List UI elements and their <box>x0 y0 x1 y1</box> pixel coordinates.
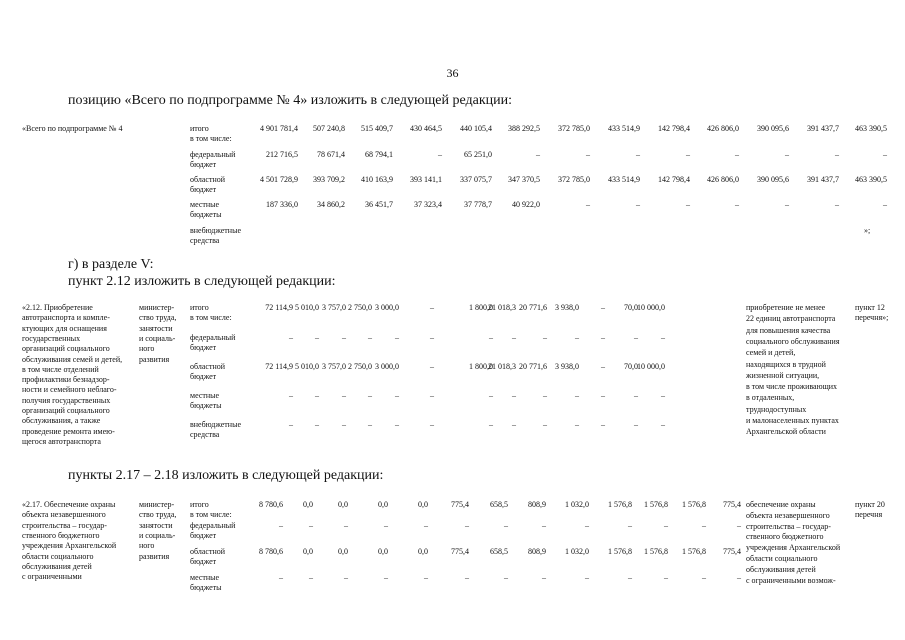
value-cell: – <box>309 521 313 530</box>
value-cell: – <box>315 391 319 400</box>
value-cell: 1 576,8 <box>608 547 632 556</box>
value-cell: 463 390,5 <box>855 175 887 184</box>
item-name-line: в том числе отделений <box>22 364 99 374</box>
value-cell: 410 163,9 <box>361 175 393 184</box>
value-cell: – <box>430 391 434 400</box>
executor-line: занятости <box>139 323 173 333</box>
value-cell: 1 032,0 <box>565 547 589 556</box>
value-cell: 0,0 <box>303 500 313 509</box>
item-name-line: «2.12. Приобретение <box>22 303 93 312</box>
value-cell: – <box>575 333 579 342</box>
value-cell: 658,5 <box>490 500 508 509</box>
value-cell: 426 806,0 <box>707 175 739 184</box>
value-cell: 37 778,7 <box>464 200 492 209</box>
value-cell: 3 938,0 <box>555 303 579 312</box>
value-cell: 40 922,0 <box>512 200 540 209</box>
item-name-line: с ограниченными <box>22 572 82 582</box>
value-cell: – <box>424 521 428 530</box>
value-cell: – <box>342 391 346 400</box>
value-cell: 5 010,0 <box>295 362 319 371</box>
value-cell: 78 671,4 <box>317 150 345 159</box>
value-cell: – <box>735 150 739 159</box>
value-cell: – <box>512 391 516 400</box>
value-cell: – <box>504 521 508 530</box>
expected-result-line: строительства – государ- <box>746 521 831 531</box>
item-name-line: строительства – государ- <box>22 520 107 530</box>
value-cell: 187 336,0 <box>266 200 298 209</box>
value-cell: 34 860,2 <box>317 200 345 209</box>
heading-section-v: г) в разделе V: <box>68 257 154 272</box>
expected-result-line: труднодоступных <box>746 404 807 414</box>
expected-result-line: для повышения качества <box>746 325 831 335</box>
value-cell: – <box>585 573 589 582</box>
heading-items-2-17-2-18: пункты 2.17 – 2.18 изложить в следующей редакции: <box>68 468 384 483</box>
value-cell: 142 798,4 <box>658 124 690 133</box>
value-cell: 372 785,0 <box>558 124 590 133</box>
item-name-line: объекта незавершенного <box>22 510 106 520</box>
value-cell: – <box>575 391 579 400</box>
value-cell: 3 938,0 <box>555 362 579 371</box>
value-cell: 391 437,7 <box>807 175 839 184</box>
value-cell: – <box>430 362 434 371</box>
expected-result-line: в отдаленных, <box>746 393 795 403</box>
expected-result-line: объекта незавершенного <box>746 510 830 520</box>
value-cell: 20 771,6 <box>519 303 547 312</box>
value-cell: – <box>368 391 372 400</box>
value-cell: 70,0 <box>624 303 638 312</box>
value-cell: – <box>542 573 546 582</box>
value-cell: 775,4 <box>723 547 741 556</box>
item-name-line: проведение ремонта имею- <box>22 426 115 436</box>
value-cell: – <box>430 333 434 342</box>
row-label: итого в том числе: <box>190 500 232 519</box>
value-cell: 390 095,6 <box>757 175 789 184</box>
executor-line: и социаль- <box>139 333 176 343</box>
expected-result-line: области социального <box>746 554 818 563</box>
value-cell: – <box>737 521 741 530</box>
value-cell: – <box>368 333 372 342</box>
value-cell: 1 576,8 <box>682 500 706 509</box>
value-cell: – <box>628 521 632 530</box>
value-cell: 1 576,8 <box>644 547 668 556</box>
value-cell: 21 018,3 <box>488 303 516 312</box>
value-cell: 1 576,8 <box>644 500 668 509</box>
value-cell: – <box>543 391 547 400</box>
value-cell: 36 451,7 <box>365 200 393 209</box>
executor-line: министер- <box>139 500 175 509</box>
value-cell: 4 501 728,9 <box>260 175 298 184</box>
value-cell: – <box>315 420 319 429</box>
value-cell: – <box>601 303 605 312</box>
value-cell: – <box>489 391 493 400</box>
table-name: «Всего по подпрограмме № 4 <box>22 124 123 133</box>
value-cell: – <box>342 420 346 429</box>
value-cell: 1 800,0 <box>469 303 493 312</box>
row-label: итого в том числе: <box>190 303 232 322</box>
value-cell: – <box>661 420 665 429</box>
value-cell: 808,9 <box>528 500 546 509</box>
value-cell: 65 251,0 <box>464 150 492 159</box>
value-cell: – <box>315 333 319 342</box>
item-name-line: автотранспорта и компле- <box>22 313 110 323</box>
row-label: местные бюджеты <box>190 391 222 410</box>
value-cell: – <box>438 150 442 159</box>
value-cell: – <box>289 333 293 342</box>
value-cell: – <box>735 200 739 209</box>
value-cell: 0,0 <box>418 500 428 509</box>
value-cell: 0,0 <box>378 547 388 556</box>
item-name-line: профилактики безнадзор- <box>22 375 110 385</box>
value-cell: – <box>636 150 640 159</box>
expected-result-line: семей и детей, <box>746 348 796 358</box>
item-name-line: ктующих для оснащения <box>22 323 107 333</box>
value-cell: – <box>543 420 547 429</box>
row-label: федеральный бюджет <box>190 333 236 352</box>
value-cell: – <box>536 150 540 159</box>
executor-line: ство труда, <box>139 313 177 323</box>
value-cell: 72 114,9 <box>265 362 293 371</box>
value-cell: – <box>289 391 293 400</box>
value-cell: 8 780,6 <box>259 547 283 556</box>
value-cell: 8 780,6 <box>259 500 283 509</box>
page-number: 36 <box>446 66 459 80</box>
value-cell: – <box>384 573 388 582</box>
value-cell: 1 576,8 <box>608 500 632 509</box>
value-cell: – <box>395 333 399 342</box>
value-cell: 347 370,5 <box>508 175 540 184</box>
row-label: местные бюджеты <box>190 573 222 592</box>
value-cell: – <box>686 200 690 209</box>
value-cell: – <box>512 420 516 429</box>
executor-line: развития <box>139 551 170 561</box>
reference-line: пункт 20 <box>855 500 885 509</box>
value-cell: 775,4 <box>451 500 469 509</box>
value-cell: 430 464,5 <box>410 124 442 133</box>
value-cell: 393 141,1 <box>410 175 442 184</box>
executor-line: развития <box>139 354 170 364</box>
value-cell: 433 514,9 <box>608 175 640 184</box>
expected-result-line: обеспечение охраны <box>746 500 816 509</box>
executor-line: ного <box>139 344 155 354</box>
row-label: областной бюджет <box>190 547 226 566</box>
item-name-line: обслуживания семей и детей, <box>22 354 123 364</box>
item-name-line: ности и семейного неблаго- <box>22 385 117 395</box>
item-name-line: обслуживания детей <box>22 561 92 571</box>
value-cell: 212 716,5 <box>266 150 298 159</box>
value-cell: – <box>601 362 605 371</box>
value-cell: 3 757,0 <box>322 303 346 312</box>
value-cell: – <box>309 573 313 582</box>
expected-result-line: 22 единиц автотранспорта <box>746 314 836 324</box>
value-cell: 515 409,7 <box>361 124 393 133</box>
expected-result-line: приобретение не менее <box>746 303 826 312</box>
item-name-line: организаций социального <box>22 406 110 415</box>
value-cell: – <box>634 391 638 400</box>
item-name-line: государственных <box>22 333 81 343</box>
value-cell: – <box>586 200 590 209</box>
value-cell: 3 000,0 <box>375 362 399 371</box>
value-cell: – <box>883 150 887 159</box>
item-name-line: организаций социального <box>22 344 110 354</box>
value-cell: 0,0 <box>338 547 348 556</box>
executor-line: ство труда, <box>139 510 177 520</box>
value-cell: 433 514,9 <box>608 124 640 133</box>
expected-result-line: и малонаселенных пунктах <box>746 416 839 425</box>
value-cell: – <box>424 573 428 582</box>
item-name-line: учреждения Архангельской <box>22 541 117 551</box>
row-label: областной бюджет <box>190 362 226 381</box>
value-cell: – <box>489 420 493 429</box>
value-cell: – <box>636 200 640 209</box>
value-cell: – <box>512 333 516 342</box>
row-label: федеральный бюджет <box>190 150 236 169</box>
heading-item-2-12: пункт 2.12 изложить в следующей редакции: <box>68 274 336 289</box>
value-cell: – <box>575 420 579 429</box>
value-cell: – <box>368 420 372 429</box>
expected-result-line: с ограниченными возмож- <box>746 575 836 585</box>
value-cell: – <box>543 333 547 342</box>
row-label: внебюджетные средства <box>190 420 241 439</box>
value-cell: 10 000,0 <box>637 362 665 371</box>
value-cell: 658,5 <box>490 547 508 556</box>
value-cell: 440 105,4 <box>460 124 492 133</box>
expected-result-line: находящихся в трудной <box>746 359 826 369</box>
value-cell: 775,4 <box>723 500 741 509</box>
item-name-line: щегося автотранспорта <box>22 436 101 446</box>
value-cell: 388 292,5 <box>508 124 540 133</box>
value-cell: 2 750,0 <box>348 303 372 312</box>
value-cell: 21 018,3 <box>488 362 516 371</box>
value-cell: – <box>465 573 469 582</box>
expected-result-line: Архангельской области <box>746 427 826 437</box>
value-cell: – <box>785 150 789 159</box>
value-cell: – <box>289 420 293 429</box>
value-cell: 4 901 781,4 <box>260 124 298 133</box>
row-label: итого в том числе: <box>190 124 232 143</box>
value-cell: 68 794,1 <box>365 150 393 159</box>
executor-line: занятости <box>139 520 173 530</box>
expected-result-line: учреждения Архангельской <box>746 543 841 553</box>
value-cell: 1 800,0 <box>469 362 493 371</box>
value-cell: – <box>430 303 434 312</box>
reference-line: перечня»; <box>855 313 889 323</box>
value-cell: – <box>702 521 706 530</box>
value-cell: 3 000,0 <box>375 303 399 312</box>
value-cell: – <box>835 200 839 209</box>
value-cell: – <box>601 391 605 400</box>
item-name-line: ственного бюджетного <box>22 530 100 540</box>
value-cell: – <box>686 150 690 159</box>
value-cell: – <box>279 573 283 582</box>
row-label: федеральный бюджет <box>190 521 236 540</box>
value-cell: 507 240,8 <box>313 124 345 133</box>
row-label: областной бюджет <box>190 175 226 194</box>
expected-result-line: ственного бюджетного <box>746 532 824 542</box>
value-cell: – <box>342 333 346 342</box>
value-cell: – <box>601 420 605 429</box>
row-label: местные бюджеты <box>190 200 222 219</box>
value-cell: 808,9 <box>528 547 546 556</box>
expected-result-line: социального обслуживания <box>746 336 840 346</box>
value-cell: 426 806,0 <box>707 124 739 133</box>
value-cell: 5 010,0 <box>295 303 319 312</box>
value-cell: – <box>628 573 632 582</box>
executor-line: министер- <box>139 303 175 312</box>
value-cell: – <box>785 200 789 209</box>
value-cell: – <box>279 521 283 530</box>
value-cell: 393 709,2 <box>313 175 345 184</box>
value-cell: 0,0 <box>418 547 428 556</box>
value-cell: – <box>664 521 668 530</box>
value-cell: – <box>601 333 605 342</box>
value-cell: 2 750,0 <box>348 362 372 371</box>
value-cell: 10 000,0 <box>637 303 665 312</box>
value-cell: – <box>661 391 665 400</box>
value-cell: – <box>835 150 839 159</box>
reference-line: пункт 12 <box>855 303 885 312</box>
value-cell: – <box>489 333 493 342</box>
reference-line: перечня <box>855 510 883 520</box>
item-name-line: «2.17. Обеспечение охраны <box>22 500 116 509</box>
value-cell: – <box>395 420 399 429</box>
value-cell: – <box>737 573 741 582</box>
value-cell: 1 032,0 <box>565 500 589 509</box>
value-cell: 0,0 <box>378 500 388 509</box>
value-cell: – <box>384 521 388 530</box>
value-cell: 1 576,8 <box>682 547 706 556</box>
value-cell: – <box>344 521 348 530</box>
item-name-line: получия государственных <box>22 395 111 405</box>
expected-result-line: в том числе проживающих <box>746 382 838 392</box>
value-cell: 70,0 <box>624 362 638 371</box>
value-cell: – <box>504 573 508 582</box>
value-cell: – <box>465 521 469 530</box>
value-cell: – <box>344 573 348 582</box>
heading-subprogram-total: позицию «Всего по подпрограмме № 4» изложить в следующей редакции: <box>68 93 513 108</box>
value-cell: 775,4 <box>451 547 469 556</box>
value-cell: – <box>883 200 887 209</box>
value-cell: – <box>664 573 668 582</box>
value-cell: 72 114,9 <box>265 303 293 312</box>
value-cell: 372 785,0 <box>558 175 590 184</box>
value-cell: 37 323,4 <box>414 200 442 209</box>
value-cell: 337 075,7 <box>460 175 492 184</box>
item-name-line: области социального <box>22 551 94 561</box>
value-cell: – <box>395 391 399 400</box>
value-cell: – <box>430 420 434 429</box>
value-cell: 3 757,0 <box>322 362 346 371</box>
value-cell: – <box>661 333 665 342</box>
value-cell: 391 437,7 <box>807 124 839 133</box>
value-cell: 142 798,4 <box>658 175 690 184</box>
value-cell: – <box>702 573 706 582</box>
value-cell: – <box>542 521 546 530</box>
closing-quote: »; <box>864 226 871 235</box>
value-cell: – <box>586 150 590 159</box>
row-label: внебюджетные средства <box>190 226 241 245</box>
value-cell: – <box>585 521 589 530</box>
executor-line: и социаль- <box>139 530 176 540</box>
value-cell: – <box>634 333 638 342</box>
executor-line: ного <box>139 541 155 551</box>
value-cell: 0,0 <box>338 500 348 509</box>
value-cell: 0,0 <box>303 547 313 556</box>
value-cell: 463 390,5 <box>855 124 887 133</box>
value-cell: 390 095,6 <box>757 124 789 133</box>
expected-result-line: обслуживания детей <box>746 564 816 574</box>
expected-result-line: жизненной ситуации, <box>746 370 820 380</box>
value-cell: 20 771,6 <box>519 362 547 371</box>
value-cell: – <box>634 420 638 429</box>
item-name-line: обслуживания, а также <box>22 416 101 426</box>
